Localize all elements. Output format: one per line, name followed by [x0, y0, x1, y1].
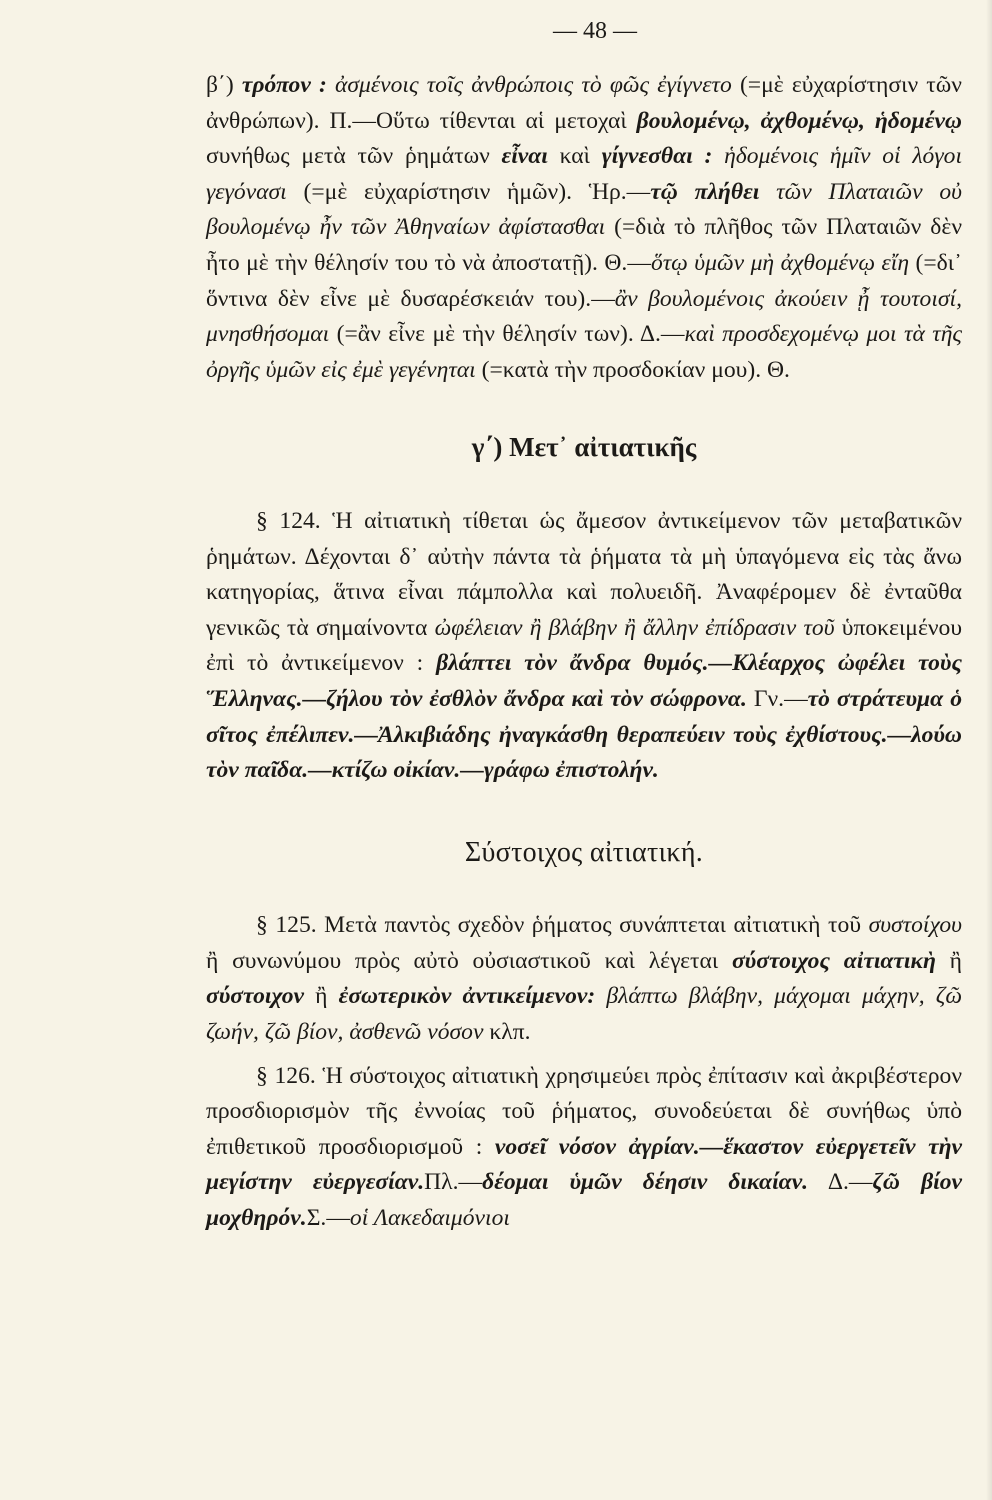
- text-run: ζῶ βίον μοχθηρόν.: [206, 1169, 962, 1232]
- text-run: συνήθως μετὰ τῶν ῥημάτων: [206, 143, 502, 170]
- text-run: β΄): [206, 72, 242, 98]
- text-run: § 126. Ἡ σύστοιχος αἰτιατικὴ χρησιμεύει πρὸς ἐπίτασιν καὶ ἀκριβέστερον προσδιορισμὸν τῆς ἐννοίας τοῦ ῥήματος, συνοδεύεται δὲ συνήθως ὑπὸ ἐπιθετικοῦ προσδιορισμοῦ :: [206, 1062, 962, 1160]
- text-run: βλάπτει τὸν ἄνδρα θυμός.—Κλέαρχος ὠφέλει τοὺς Ἕλληνας.—ζήλου τὸν ἐσθλὸν ἄνδρα καὶ τὸν σώφρονα.: [206, 650, 962, 712]
- text-run: νοσεῖ νόσον ἀγρίαν.—ἕκαστον εὐεργετεῖν τὴν μεγίστην εὐεργεσίαν.: [206, 1133, 962, 1196]
- page-number: — 48 —: [553, 18, 637, 44]
- paragraph-section-126: [206, 1059, 962, 1237]
- text-run: ἢ: [304, 983, 339, 1010]
- text-run: Γν.—: [746, 685, 808, 712]
- text-run: ἡδομένοις ἡμῖν οἱ λόγοι γεγόνασι: [206, 143, 962, 205]
- text-run: βουλομένῳ, ἀχθομένῳ, ἡδομένῳ: [636, 107, 962, 134]
- paragraph-section-125: [206, 908, 962, 1050]
- section-heading-accusative: γ΄) Μετ᾽ αἰτιατικῆς: [471, 432, 697, 463]
- paragraph-participles: [206, 68, 962, 388]
- text-run: Πλ.—: [424, 1169, 483, 1196]
- text-run: καὶ: [547, 143, 602, 170]
- text-run: τρόπον :: [241, 72, 335, 98]
- text-run: ὅτῳ ὑμῶν μὴ ἀχθομένῳ εἴη: [650, 249, 910, 276]
- text-run: [759, 179, 776, 205]
- text-run: (=μὲ εὐχαρίστησιν τῶν ἀνθρώπων). Π.—Οὕτω τίθενται αἱ μετοχαὶ: [206, 72, 962, 134]
- text-run: τὸ στράτευμα ὁ σῖτος ἐπέλιπεν.—: [206, 685, 963, 748]
- text-run: (=ἂν εἶνε μὲ τὴν θέλησίν των). Δ.—: [329, 321, 685, 348]
- text-run: Ἀλκιβιάδης ἠναγκάσθη θεραπεύειν τοὺς ἐχθίστους.—λούω τὸν παῖδα.—κτίζω οἰκίαν.—γράφω ἐπιστολήν.: [206, 721, 962, 784]
- text-run: κλπ.: [483, 1019, 531, 1046]
- text-run: § 124. Ἡ αἰτιατικὴ τίθεται ὡς ἄμεσον ἀντικείμενον τῶν μεταβατικῶν ῥημάτων. Δέχονται δ᾽ αὐτὴν πάντα τὰ ῥήματα τὰ μὴ ὑπαγόμενα εἰς τὰς ἄνω κατηγορίας, ἅτινα εἶναι πάμπολλα καὶ πολυειδῆ. Ἀναφέρομεν δὲ ἐνταῦθα γενικῶς τὰ σημαίνοντα: [206, 507, 962, 641]
- text-run: εἶναι: [501, 143, 548, 170]
- paragraph-section-124: [206, 504, 962, 789]
- text-run: (=δι᾽ ὅντινα δὲν εἶνε μὲ δυσαρέσκειάν του).—: [206, 249, 962, 312]
- text-run: Σ.—: [306, 1205, 350, 1232]
- text-run: (=μὲ εὐχαρίστησιν ἡμῶν). Ἡρ.—: [286, 178, 651, 205]
- text-run: τῷ πλήθει: [650, 178, 760, 205]
- text-run: σύστοιχος αἰτιατικὴ: [731, 947, 936, 974]
- text-run: γίγνεσθαι :: [601, 143, 725, 170]
- text-run: (=διὰ τὸ πλῆθος τῶν Πλαταιῶν δὲν ἦτο μὲ τὴν θέλησίν του τὸ νὰ ἀποστατῇ). Θ.—: [206, 214, 962, 276]
- text-run: ἢ συνωνύμου πρὸς αὐτὸ οὐσιαστικοῦ καὶ λέγεται: [206, 947, 732, 974]
- text-run: Δ.—: [808, 1169, 873, 1196]
- text-run: βλάπτω βλάβην, μάχομαι μάχην, ζῶ ζωήν, ζῶ βίον, ἀσθενῶ νόσον: [206, 983, 962, 1046]
- text-run: σύστοιχον: [206, 983, 304, 1010]
- text-run: συστοίχου: [868, 912, 962, 939]
- text-run: ἀσμένοις τοῖς ἀνθρώποις τὸ φῶς ἐγίγνετο: [335, 72, 732, 98]
- text-run: ὠφέλειαν ἢ βλάβην ἢ ἄλλην ἐπίδρασιν τοῦ: [434, 614, 835, 641]
- page-edge-shadow: [986, 0, 992, 1500]
- page-body: [206, 68, 962, 1237]
- text-run: ἐσωτερικὸν ἀντικείμενον:: [338, 983, 607, 1010]
- section-heading-cognate-accusative: Σύστοιχος αἰτιατική.: [464, 836, 704, 868]
- text-run: (=κατὰ τὴν προσδοκίαν μου). Θ.: [475, 356, 790, 383]
- text-run: ἂν βουλομένοις ἀκούειν ᾖ τουτοισί, μνησθήσομαι: [206, 285, 962, 348]
- text-run: τῶν Πλαταιῶν οὐ βουλομένῳ ἦν τῶν Ἀθηναίων ἀφίστασθαι: [206, 178, 962, 241]
- text-run: οἱ Λακεδαιμόνιοι: [349, 1205, 510, 1232]
- text-run: ὑποκειμένου ἐπὶ τὸ ἀντικείμενον :: [206, 614, 962, 677]
- text-run: δέομαι ὑμῶν δέησιν δικαίαν.: [482, 1169, 809, 1196]
- text-run: § 125. Μετὰ παντὸς σχεδὸν ῥήματος συνάπτεται αἰτιατικὴ τοῦ: [256, 912, 869, 939]
- text-run: ἢ: [935, 947, 962, 974]
- text-run: καὶ προσδεχομένῳ μοι τὰ τῆς ὀργῆς ὑμῶν εἰς ἐμὲ γεγένηται: [206, 321, 962, 383]
